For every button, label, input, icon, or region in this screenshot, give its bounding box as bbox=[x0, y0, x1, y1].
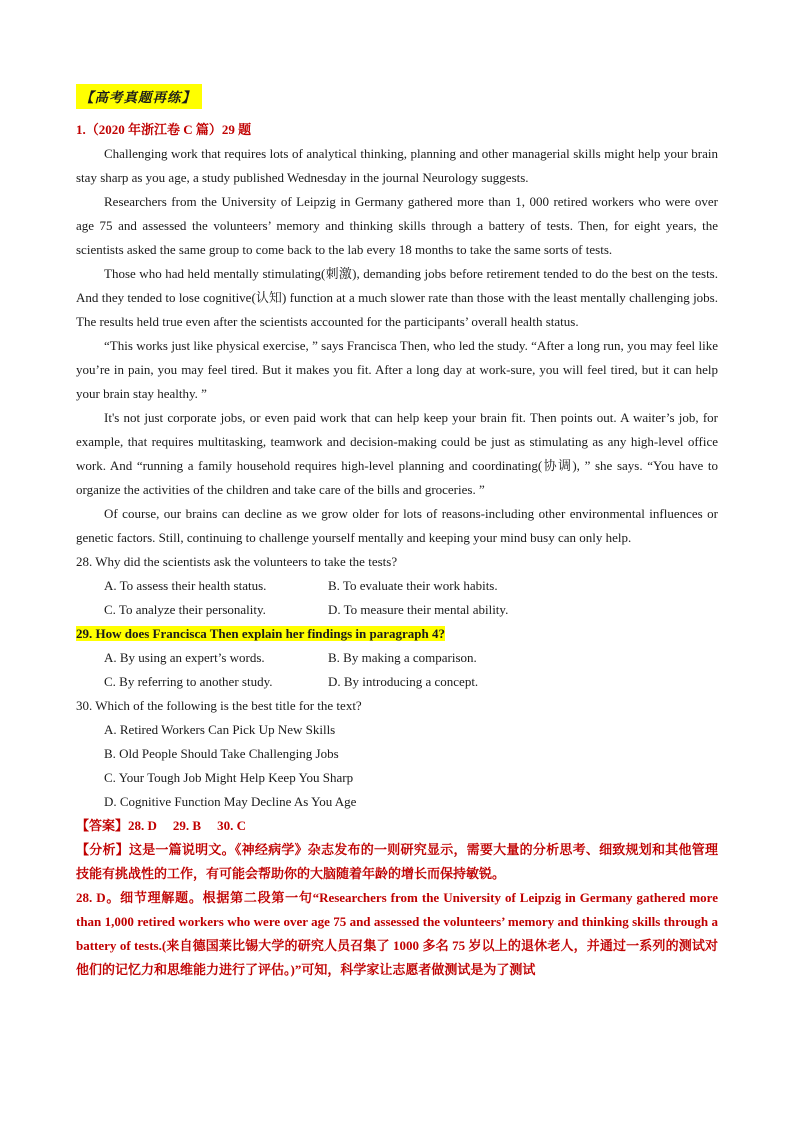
passage-paragraph-4: “This works just like physical exercise, ” says Francisca Then, who led the study. “After a long run, you may feel like you’re in pain, you may feel tired. But it makes you fit. After a long day at work-sure, you will feel tired, but it can help your brain stay healthy. ” bbox=[76, 338, 718, 401]
question-28-option-a: A. To assess their health status. bbox=[104, 578, 267, 593]
question-30-option-a: A. Retired Workers Can Pick Up New Skills bbox=[104, 722, 336, 737]
question-29-stem-row bbox=[76, 622, 718, 646]
question-29-options-row2 bbox=[76, 670, 718, 694]
explanation-28: 28. D。细节理解题。根据第二段第一句“Researchers from the University of Leipzig in Germany gathered more than 1,000 retired workers who were over age 75 and assessed the volunteers’ memory and thinking skills through a battery of tests.(来自德国莱比锡大学的研究人员召集了 1000 多名 75 岁以上的退休老人，并通过一系列的测试对他们的记忆力和思维能力进行了评估。)”可知，科学家让志愿者做测试是为了测试 bbox=[76, 890, 718, 977]
question-30-option-d: D. Cognitive Function May Decline As You Age bbox=[104, 794, 357, 809]
question-30-option-c: C. Your Tough Job Might Help Keep You Sharp bbox=[104, 770, 354, 785]
question-29-option-a: A. By using an expert’s words. bbox=[104, 650, 265, 665]
question-28-option-d: D. To measure their mental ability. bbox=[328, 602, 509, 617]
question-29-option-d: D. By introducing a concept. bbox=[328, 674, 479, 689]
answer-label: 【答案】 bbox=[76, 818, 129, 833]
question-28-options-row1 bbox=[76, 574, 718, 598]
question-29-options-row1 bbox=[76, 646, 718, 670]
document-content bbox=[76, 84, 718, 982]
question-29-stem: 29. How does Francisca Then explain her findings in paragraph 4? bbox=[76, 626, 445, 641]
analysis-text: 【分析】这是一篇说明文。《神经病学》杂志发布的一则研究显示，需要大量的分析思考、细致规划和其他管理技能有挑战性的工作，有可能会帮助你的大脑随着年龄的增长而保持敏锐。 bbox=[76, 842, 718, 881]
question-28-option-c: C. To analyze their personality. bbox=[104, 602, 266, 617]
question-29-option-c: C. By referring to another study. bbox=[104, 674, 273, 689]
answer-29: 29. B bbox=[172, 818, 202, 833]
passage-paragraph-1: Challenging work that requires lots of analytical thinking, planning and other managerial skills might help your brain stay sharp as you age, a study published Wednesday in the journal Neurology suggests. bbox=[76, 146, 718, 185]
passage-paragraph-2: Researchers from the University of Leipzig in Germany gathered more than 1, 000 retired workers who were over age 75 and assessed the volunteers’ memory and thinking skills through a battery of tests. Then, for eight years, the scientists asked the same group to come back to the lab every 18 months to take the same sorts of tests. bbox=[76, 194, 718, 257]
question-30-option-b: B. Old People Should Take Challenging Jobs bbox=[104, 746, 339, 761]
answer-line bbox=[76, 814, 718, 838]
passage-paragraph-6: Of course, our brains can decline as we grow older for lots of reasons-including other environmental influences or genetic factors. Still, continuing to challenge yourself mentally and keeping your mind busy can only help. bbox=[76, 506, 718, 545]
question-28-option-b: B. To evaluate their work habits. bbox=[328, 578, 498, 593]
passage-paragraph-3: Those who had held mentally stimulating(刺激), demanding jobs before retirement tended to do the best on the tests. And they tended to lose cognitive(认知) function at a much slower rate than those with the least mentally challenging jobs. The results held true even after the scientists accounted for the participants’ overall health status. bbox=[76, 266, 718, 329]
passage-paragraph-5: It's not just corporate jobs, or even paid work that can help keep your brain fit. Then points out. A waiter’s job, for example, that requires multitasking, teamwork and decision-making could be just as stimulating as any high-level office work. And “running a family household requires high-level planning and coordinating(协调), ” she says. “You have to organize the activities of the children and take care of the bills and groceries. ” bbox=[76, 410, 718, 497]
question-30-stem: 30. Which of the following is the best title for the text? bbox=[76, 698, 362, 713]
question-29-option-b: B. By making a comparison. bbox=[328, 650, 477, 665]
question-source: 1.（2020 年浙江卷 C 篇）29 题 bbox=[76, 122, 252, 137]
question-28-stem: 28. Why did the scientists ask the volunteers to take the tests? bbox=[76, 554, 398, 569]
section-tag: 【高考真题再练】 bbox=[76, 84, 202, 109]
question-28-options-row2 bbox=[76, 598, 718, 622]
answer-28: 28. D bbox=[128, 818, 157, 833]
answer-30: 30. C bbox=[217, 818, 246, 833]
